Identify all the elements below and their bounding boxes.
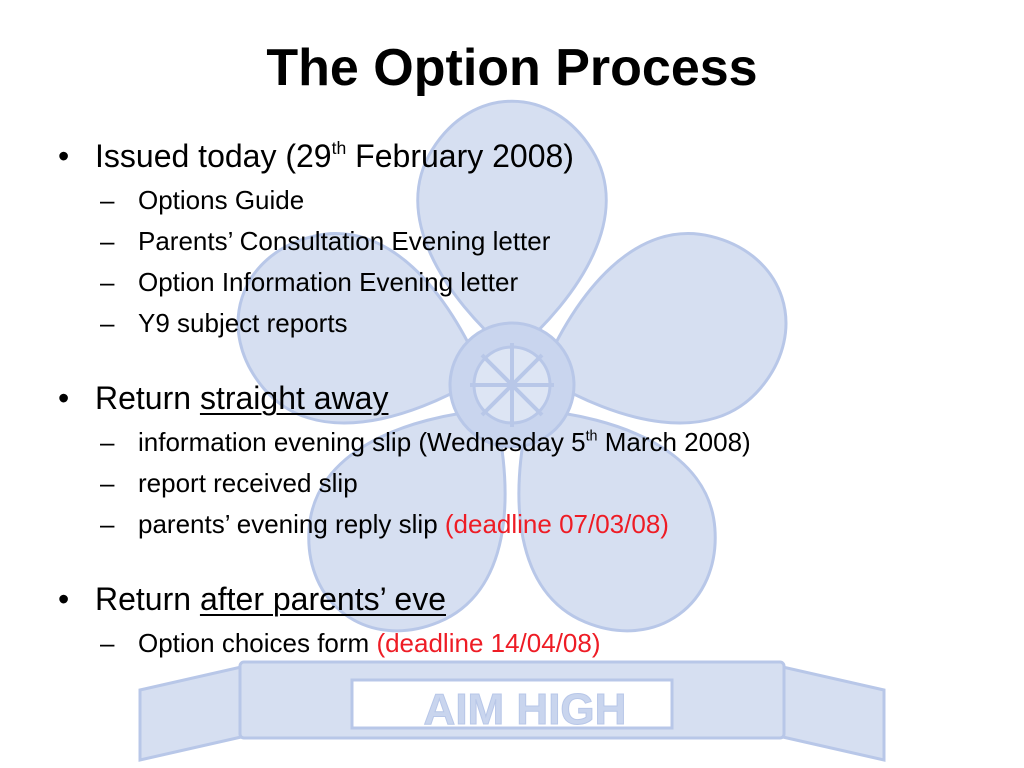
- deadline-text: (deadline 14/04/08): [376, 628, 601, 658]
- sub-item: [58, 623, 998, 664]
- ordinal-suffix: th: [331, 137, 347, 158]
- bullet-mark: •: [58, 581, 70, 617]
- watermark-banner-text: AIM HIGH: [423, 685, 627, 734]
- bullet-text: Issued today (29: [95, 138, 332, 174]
- sub-item: [58, 262, 998, 303]
- bullet-item: [58, 575, 998, 623]
- sub-item-text: Option Information Evening letter: [138, 267, 519, 297]
- sub-item-text: Y9 subject reports: [138, 308, 348, 338]
- bullet-text-cont: February 2008): [346, 138, 574, 174]
- bullet-text: Return: [95, 380, 200, 416]
- underlined-emphasis: after parents’ eve: [199, 581, 446, 617]
- ordinal-suffix: th: [585, 428, 598, 445]
- bullet-mark: •: [58, 138, 70, 174]
- sub-bullet-mark: –: [100, 509, 115, 539]
- deadline-text: (deadline 07/03/08): [444, 509, 669, 539]
- bullet-text: Return: [95, 581, 200, 617]
- bullet-mark: •: [58, 380, 70, 416]
- underlined-emphasis: straight away: [199, 380, 389, 416]
- sub-bullet-mark: –: [100, 267, 115, 297]
- sub-item: [58, 463, 998, 504]
- sub-item-text: Parents’ Consultation Evening letter: [138, 226, 551, 256]
- sub-item-text-cont: March 2008): [597, 427, 751, 457]
- bullet-item: [58, 374, 998, 422]
- sub-item-text: Options Guide: [138, 185, 305, 215]
- bullet-list: [58, 132, 998, 694]
- sub-bullet-mark: –: [100, 308, 115, 338]
- sub-item: [58, 303, 998, 344]
- sub-bullet-mark: –: [100, 185, 115, 215]
- page-title: The Option Process: [266, 39, 758, 97]
- bullet-group-return-after-parents-eve: [58, 575, 998, 664]
- bullet-group-return-straight-away: [58, 374, 998, 545]
- sub-item-text: parents’ evening reply slip: [138, 509, 445, 539]
- sub-item: [58, 221, 998, 262]
- bullet-group-issued: [58, 132, 998, 344]
- sub-item: [58, 180, 998, 221]
- sub-item-text: information evening slip (Wednesday 5: [138, 427, 586, 457]
- sub-item: [58, 422, 998, 463]
- sub-bullet-mark: –: [100, 226, 115, 256]
- sub-item: [58, 504, 998, 545]
- sub-item-text: report received slip: [138, 468, 358, 498]
- sub-bullet-mark: –: [100, 427, 115, 457]
- sub-bullet-mark: –: [100, 468, 115, 498]
- sub-item-text: Option choices form: [138, 628, 377, 658]
- sub-bullet-mark: –: [100, 628, 115, 658]
- bullet-item: [58, 132, 998, 180]
